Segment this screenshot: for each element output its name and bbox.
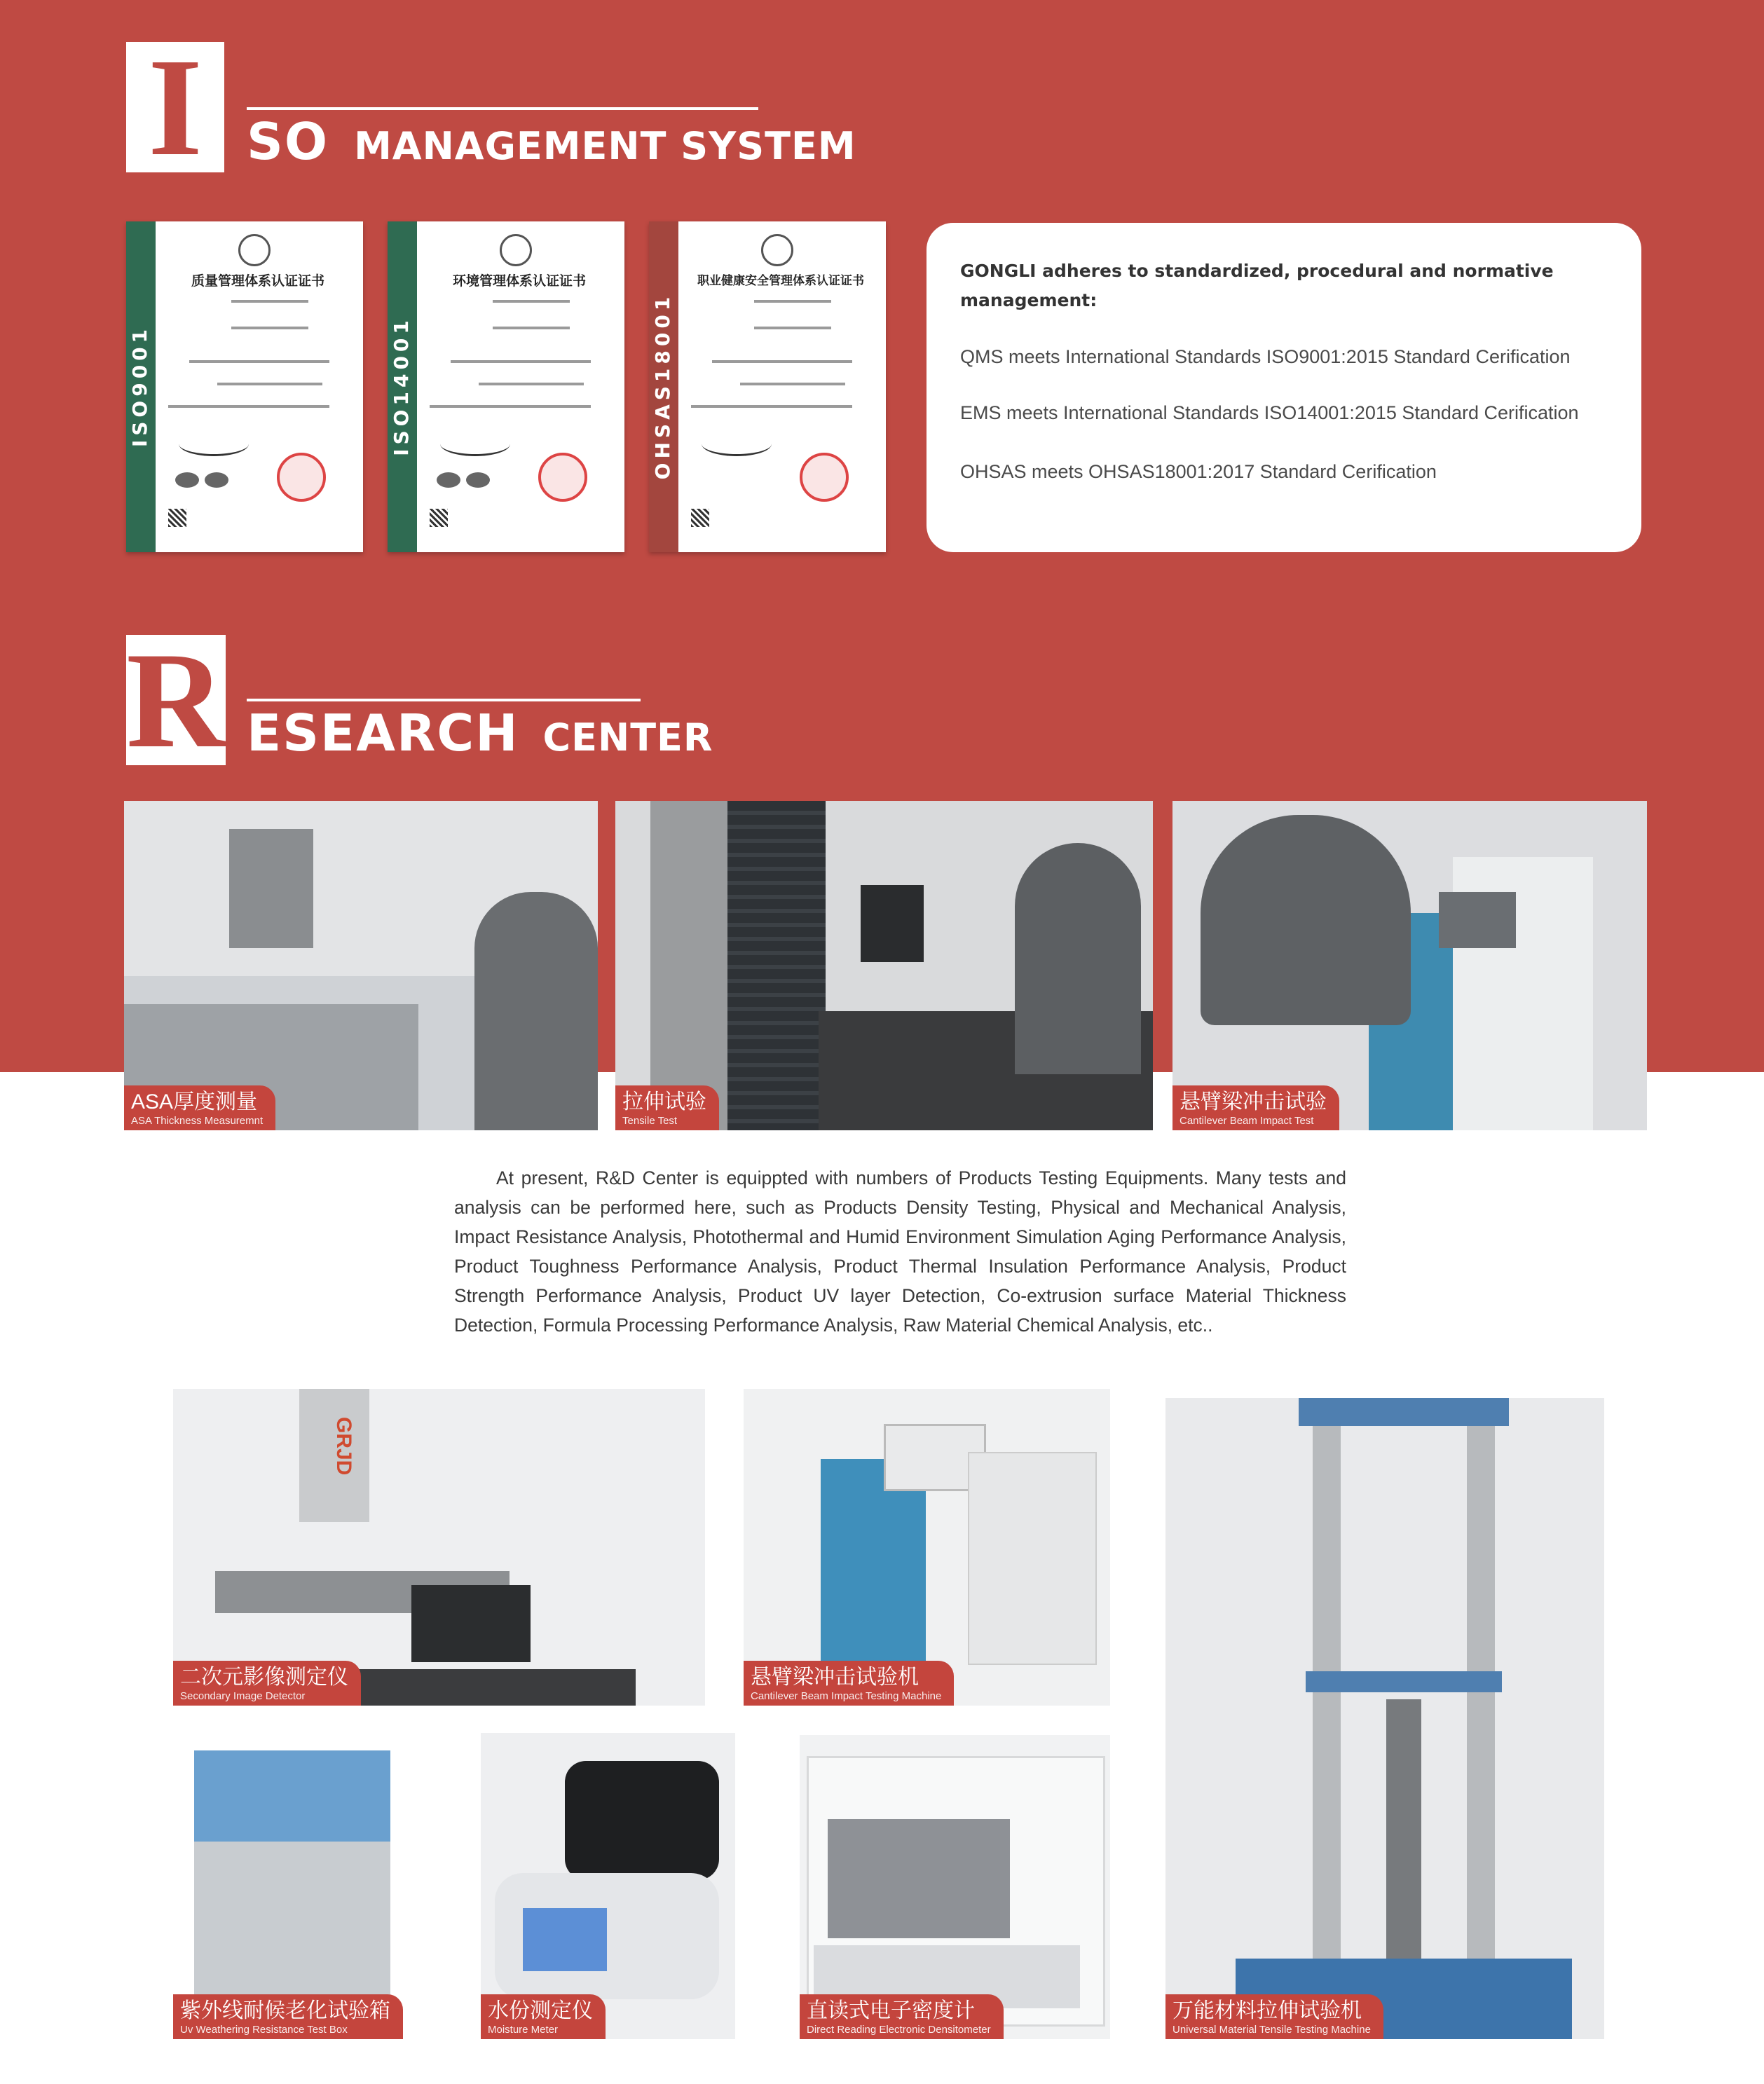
caption-zh: 拉伸试验 [622, 1090, 706, 1113]
official-seal-icon [538, 453, 587, 502]
cnas-badge-icon [466, 472, 490, 488]
cert-text-line [740, 383, 845, 385]
iso-heading-large: SO [247, 112, 329, 171]
cert-logo-icon [238, 234, 271, 266]
photo-moisture-meter [481, 1733, 735, 2039]
iso-heading-rule [247, 107, 758, 110]
caption-en: Cantilever Beam Impact Testing Machine [751, 1690, 942, 1702]
research-initial-box [126, 624, 226, 776]
caption-en: Moisture Meter [488, 2024, 559, 2036]
photo-uv-weathering-box [173, 1743, 413, 2039]
iaf-badge-icon [175, 472, 199, 488]
research-initial-letter: R [126, 624, 226, 776]
certificate-vertical-label: ISO9001 [128, 324, 151, 448]
caption-asa-thickness [124, 1085, 275, 1130]
certificate-iso9001 [126, 221, 363, 552]
photo-blue-body [821, 1459, 926, 1690]
caption-en: Cantilever Beam Impact Test [1180, 1115, 1314, 1127]
cert-text-line [231, 300, 308, 303]
research-description: At present, R&D Center is equippted with numbers of Products Testing Equipments. Many tests and analysis can be performed here, such as Products Density Testing, Physical and Mechanical Analysis, Impact Resistance Analysis, Photothermal and Humid Environment Simulation Aging Performance Analysis, Product Toughness Performance Analysis, Product Thermal Insulation Performance Analysis, Product Strength Performance Analysis, Product UV layer Detection, Co-extrusion surface Material Thickness Detection, Formula Processing Performance Analysis, Raw Material Chemical Analysis, etc.. [454, 1167, 1346, 1336]
caption-zh: 直读式电子密度计 [807, 1999, 975, 2022]
cnas-badge-icon [205, 472, 228, 488]
certificate-vertical-label: ISO14001 [390, 316, 413, 456]
iso-initial-letter: I [148, 29, 203, 185]
cert-text-line [712, 360, 852, 363]
caption-en: Uv Weathering Resistance Test Box [180, 2024, 348, 2036]
signature-icon [440, 432, 510, 456]
caption-en: ASA Thickness Measuremnt [131, 1115, 264, 1127]
caption-zh: 水份测定仪 [488, 1999, 593, 2022]
photo-person [1201, 815, 1411, 1025]
cert-text-line [479, 383, 584, 385]
certificate-title: 职业健康安全管理体系认证证书 [697, 274, 864, 287]
caption-zh: 悬臂梁冲击试验机 [751, 1666, 919, 1689]
cert-text-line [430, 405, 591, 408]
qr-code-icon [691, 509, 709, 527]
cert-text-line [217, 383, 322, 385]
certificate-ohsas18001 [649, 221, 886, 552]
photo-cantilever-impact [1172, 801, 1647, 1130]
photo-instrument [828, 1819, 1010, 1938]
caption-en: Universal Material Tensile Testing Machine [1172, 2024, 1371, 2036]
photo-densitometer [800, 1735, 1110, 2039]
cert-text-line [691, 405, 852, 408]
photo-cabinet-top [194, 1750, 390, 1842]
photo-rack [727, 801, 826, 1130]
photo-instrument [229, 829, 313, 948]
certificate-iso14001 [388, 221, 624, 552]
caption-zh: 二次元影像测定仪 [180, 1666, 348, 1689]
photo-tensile-test [615, 801, 1153, 1130]
caption-zh: 紫外线耐候老化试验箱 [180, 1999, 390, 2022]
photo-monitor [861, 885, 924, 962]
certificate-title: 质量管理体系认证证书 [191, 274, 324, 289]
signature-icon [179, 432, 249, 456]
caption-zh: ASA厚度测量 [131, 1090, 258, 1113]
standards-lead: GONGLI adheres to standardized, procedural and normative management: [960, 261, 1554, 310]
research-heading-large: ESEARCH [247, 704, 519, 762]
photo-lid [565, 1761, 719, 1880]
brand-label: GRJD [332, 1417, 355, 1476]
cert-text-line [451, 360, 591, 363]
cert-text-line [754, 327, 831, 329]
qr-code-icon [430, 509, 448, 527]
qr-code-icon [168, 509, 186, 527]
official-seal-icon [277, 453, 326, 502]
iso-initial-box [126, 29, 224, 185]
research-heading-rule [247, 699, 641, 701]
photo-screen [1439, 892, 1516, 948]
standard-item-ems: EMS meets International Standards ISO14001:2015 Standard Cerification [960, 402, 1579, 423]
cert-logo-icon [500, 234, 532, 266]
photo-left-post [1313, 1426, 1341, 1959]
caption-secondary-image-detector [173, 1661, 361, 1706]
caption-moisture-meter [481, 1994, 606, 2039]
photo-guard [968, 1452, 1097, 1665]
photo-right-post [1467, 1426, 1495, 1959]
photo-secondary-image-detector [173, 1389, 705, 1706]
photo-machine [650, 801, 734, 1130]
caption-zh: 万能材料拉伸试验机 [1172, 1999, 1362, 2022]
cert-text-line [189, 360, 329, 363]
caption-universal-tensile-machine [1165, 1994, 1383, 2039]
iso-heading [247, 112, 856, 171]
caption-uv-weathering-box [173, 1994, 403, 2039]
caption-en: Tensile Test [622, 1115, 678, 1127]
cert-text-line [754, 300, 831, 303]
photo-person [474, 892, 598, 1130]
caption-densitometer [800, 1994, 1004, 2039]
certificate-title: 环境管理体系认证证书 [452, 274, 586, 289]
iaf-badge-icon [437, 472, 460, 488]
photo-monitor [411, 1585, 531, 1662]
standard-item-qms: QMS meets International Standards ISO9001:2015 Standard Cerification [960, 346, 1571, 367]
cert-text-line [231, 327, 308, 329]
photo-asa-thickness [124, 801, 598, 1130]
photo-fixture [1386, 1699, 1421, 1959]
official-seal-icon [800, 453, 849, 502]
signature-icon [702, 432, 772, 456]
caption-en: Direct Reading Electronic Densitometer [807, 2024, 991, 2036]
photo-crossbar [1306, 1671, 1502, 1692]
caption-cantilever-machine [744, 1661, 954, 1706]
caption-en: Secondary Image Detector [180, 1690, 306, 1702]
photo-person [1015, 843, 1141, 1074]
cert-text-line [493, 300, 570, 303]
certificate-vertical-label: OHSAS18001 [651, 292, 674, 480]
caption-cantilever-impact [1172, 1085, 1339, 1130]
caption-zh: 悬臂梁冲击试验 [1180, 1090, 1327, 1113]
cert-text-line [493, 327, 570, 329]
standards-card [927, 223, 1641, 552]
iso-heading-small: MANAGEMENT SYSTEM [354, 124, 856, 168]
cert-logo-icon [761, 234, 793, 266]
photo-top-bar [1299, 1398, 1509, 1426]
photo-display [523, 1908, 607, 1971]
photo-cabinet-bottom [194, 1842, 390, 2010]
caption-tensile-test [615, 1085, 719, 1130]
research-heading-small: CENTER [542, 715, 713, 760]
standard-item-ohsas: OHSAS meets OHSAS18001:2017 Standard Cerification [960, 461, 1437, 482]
photo-cantilever-machine [744, 1389, 1110, 1706]
cert-text-line [168, 405, 329, 408]
research-heading [247, 704, 713, 762]
photo-universal-tensile-machine [1165, 1398, 1604, 2039]
